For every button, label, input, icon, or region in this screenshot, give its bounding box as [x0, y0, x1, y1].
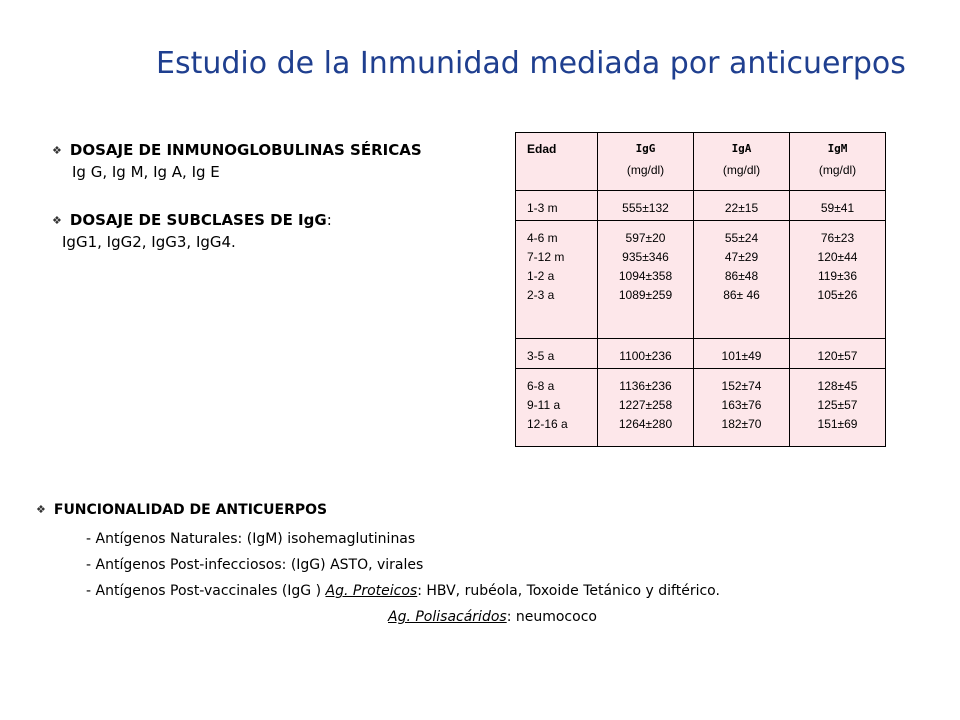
- table-row: [516, 339, 886, 369]
- bullet-subtext: Ig G, Ig M, Ig A, Ig E: [72, 163, 220, 181]
- table-row: [516, 369, 886, 447]
- cell-igm: 120±57: [790, 339, 886, 369]
- reference-values-table: [515, 132, 886, 447]
- bullet-inmunoglobulinas: [52, 140, 422, 182]
- ag-proteicos-label: Ag. Proteicos: [325, 583, 418, 599]
- header-iga: IgA (mg/dl): [694, 133, 790, 191]
- diamond-bullet-icon: ❖: [36, 503, 46, 516]
- cell-age: 1-3 m: [516, 191, 598, 221]
- cell-age: 6-8 a 9-11 a 12-16 a: [516, 369, 598, 447]
- cell-age: 4-6 m 7-12 m 1-2 a 2-3 a: [516, 221, 598, 339]
- cell-igg: 555±132: [598, 191, 694, 221]
- cell-iga: 22±15: [694, 191, 790, 221]
- item-postinfecciosos: - Antígenos Post-infecciosos: (IgG) ASTO, virales: [86, 557, 424, 573]
- ag-polisacaridos-label: Ag. Polisacáridos: [388, 609, 507, 625]
- bullet-subclases: [52, 210, 332, 252]
- table-header-row: [516, 133, 886, 191]
- table-row: [516, 221, 886, 339]
- bullet-heading: DOSAJE DE INMUNOGLOBULINAS SÉRICAS: [69, 141, 422, 159]
- header-igg: IgG (mg/dl): [598, 133, 694, 191]
- cell-igg: 1136±236 1227±258 1264±280: [598, 369, 694, 447]
- table-row: [516, 191, 886, 221]
- cell-igg: 1100±236: [598, 339, 694, 369]
- cell-igg: 597±20 935±346 1094±358 1089±259: [598, 221, 694, 339]
- bullet-heading-pre: DOSAJE DE SUBCLASES DE: [69, 211, 299, 229]
- bullet-heading-colon: :: [326, 211, 332, 229]
- bullet-heading-igg: IgG: [298, 211, 327, 229]
- cell-igm: 59±41: [790, 191, 886, 221]
- item-postvaccinales: - Antígenos Post-vaccinales (IgG ) Ag. Proteicos: HBV, rubéola, Toxoide Tetánico y diftérico.: [86, 583, 720, 599]
- header-igm: IgM (mg/dl): [790, 133, 886, 191]
- item-polisacaridos: Ag. Polisacáridos: neumococo: [388, 609, 597, 625]
- funcionalidad-section: [36, 502, 720, 630]
- cell-igm: 128±45 125±57 151±69: [790, 369, 886, 447]
- bullet-subtext: IgG1, IgG2, IgG3, IgG4.: [62, 233, 236, 251]
- cell-igm: 76±23 120±44 119±36 105±26: [790, 221, 886, 339]
- diamond-bullet-icon: ❖: [52, 214, 62, 227]
- cell-iga: 152±74 163±76 182±70: [694, 369, 790, 447]
- funcionalidad-heading: FUNCIONALIDAD DE ANTICUERPOS: [53, 502, 328, 518]
- item-naturales: - Antígenos Naturales: (IgM) isohemaglutininas: [86, 531, 416, 547]
- cell-age: 3-5 a: [516, 339, 598, 369]
- cell-iga: 55±24 47±29 86±48 86± 46: [694, 221, 790, 339]
- cell-iga: 101±49: [694, 339, 790, 369]
- header-edad: Edad: [516, 133, 598, 191]
- page-title: Estudio de la Inmunidad mediada por anticuerpos: [156, 46, 906, 81]
- diamond-bullet-icon: ❖: [52, 144, 62, 157]
